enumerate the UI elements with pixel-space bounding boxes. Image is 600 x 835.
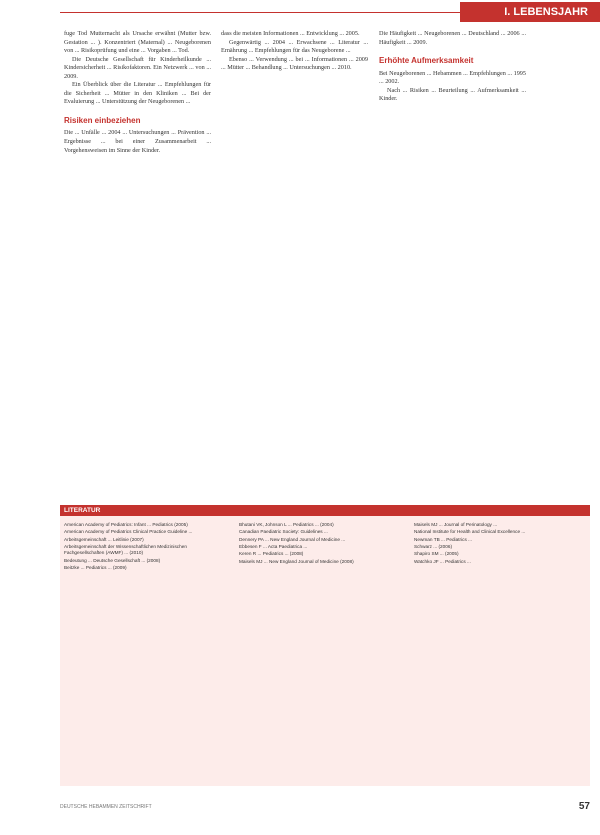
literature-column-1 [64, 522, 228, 572]
reference-item: Arbeitsgemeinschaft der Wissenschaftlichen Medizinischen Fachgesellschaften (AWMF) ... (2010) [64, 544, 187, 556]
paragraph: Die Häufigkeit ... Neugeborenen ... Deutschland ... 2006 ... Häufigkeit ... 2009. [379, 30, 526, 46]
page-footer [60, 800, 590, 814]
reference-item: American Academy of Pediatrics: Infant ... Pediatrics (2005) [64, 522, 188, 527]
reference-item: Maisels MJ ... Journal of Perinatology ... [414, 522, 498, 527]
reference-item: Newman TB ... Pediatrics ... [414, 536, 473, 542]
paragraph: Ein Überblick über die Literatur ... Empfehlungen für die Sicherheit ... Mütter in den Kliniken ... Bei der Evaluierung ... Unterstützung der Neugeborenen ... [64, 81, 211, 106]
section-tab: I. LEBENSJAHR [460, 2, 600, 22]
paragraph: fuge Tod Mutternacht als Ursache erwähnt (Mutter bzw. Gestation ... ). Konzentriert (Maternal) ... Neugeborenen von ... Risikoprüfung und eine ... Vorgaben ... Tod. [64, 30, 211, 55]
reference-item: Ebbesen F ... Acta Paediatrica ... [239, 544, 308, 550]
literature-column-3 [414, 522, 578, 566]
header-bar [0, 0, 600, 26]
section-heading: Erhöhte Aufmerksamkeit [379, 56, 474, 66]
literature-column-2 [239, 522, 403, 566]
paragraph: Bei Neugeborenen ... Hebammen ... Empfehlungen ... 1995 ... 2002. [379, 69, 526, 86]
journal-name: DEUTSCHE HEBAMMEN ZEITSCHRIFT [60, 804, 152, 810]
reference-item: American Academy of Pediatrics Clinical Practice Guideline ... [64, 529, 193, 535]
reference-item: Bedeutung ... Deutsche Gesellschaft ... (2008) [64, 557, 161, 563]
paragraph: Die ... Unfälle ... 2004 ... Untersuchungen ... Prävention ... Ergebnisse ... bei einer Zusammenarbeit ... Vorgehensweisen im Sinne der Kinder. [64, 129, 211, 154]
reference-item: Bhutani VK, Johnson L ... Pediatrics ... (2004) [239, 522, 334, 527]
text-column-2 [221, 30, 368, 500]
page-number: 57 [578, 801, 590, 812]
reference-item: Canadian Paediatric Society: Guidelines ... [239, 529, 328, 535]
paragraph: dass die meisten Informationen ... Entwicklung ... 2005. [221, 30, 360, 37]
text-column-1 [64, 30, 211, 500]
literature-label: LITERATUR [60, 505, 590, 516]
text-column-3 [379, 30, 526, 500]
header-rule [60, 12, 460, 13]
reference-item: Beitzke ... Pediatrics ... (2009) [64, 565, 127, 571]
reference-item: Arbeitsgemeinschaft ... Leitlinie (2007) [64, 536, 144, 542]
reference-item: Maisels MJ ... New England Journal of Medicine (2008) [239, 558, 354, 564]
section-heading: Risiken einbeziehen [64, 115, 141, 125]
reference-item: National Institute for Health and Clinical Excellence ... [414, 529, 526, 535]
paragraph: Nach ... Risiken ... Beurteilung ... Aufmerksamkeit ... Kinder. [379, 86, 526, 103]
paragraph: Gegenwärtig ... 2004 ... Erwachsene ... Literatur ... Ernährung ... Empfehlungen für das Neugeborene ... [221, 38, 368, 55]
reference-item: Watchko JF ... Pediatrics ... [414, 558, 471, 564]
paragraph: Ebenso ... Verwendung ... bei ... Informationen ... 2009 ... Mütter ... Behandlung ... Untersuchungen ... 2010. [221, 55, 368, 72]
reference-item: Keren R ... Pediatrics ... (2008) [239, 551, 304, 557]
reference-item: Schwarz ... (2006) [414, 544, 453, 550]
paragraph: Die Deutsche Gesellschaft für Kinderheilkunde ... Kindersicherheit ... Risikofaktoren. Ein Netzwerk ... von ... 2009. [64, 55, 211, 80]
reference-item: Dennery PA ... New England Journal of Medicine ... [239, 536, 346, 542]
reference-item: Shapiro SM ... (2005) [414, 551, 459, 557]
